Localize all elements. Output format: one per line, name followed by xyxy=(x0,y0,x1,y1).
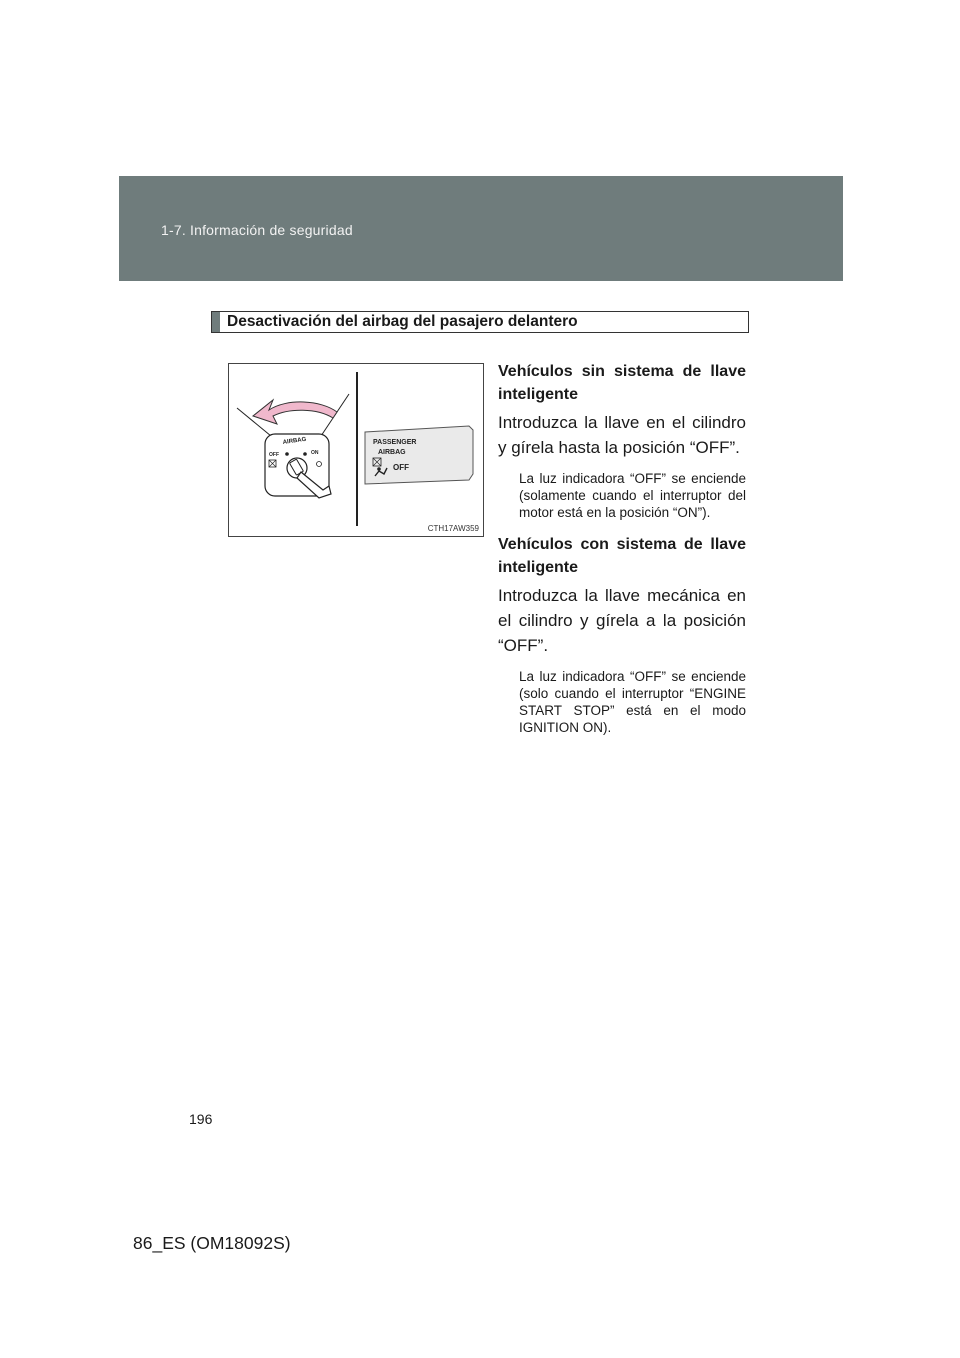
instructions-column xyxy=(498,360,746,748)
airbag-switch-figure xyxy=(228,363,484,537)
block-note: La luz indicadora “OFF” se enciende (solamente cuando el interruptor del motor está en la posición “ON”). xyxy=(519,471,746,520)
switch-off-label: OFF xyxy=(269,452,279,458)
block-heading: Vehículos sin sistema de llave inteligente xyxy=(498,363,746,403)
on-dot xyxy=(303,452,307,456)
off-dot xyxy=(285,452,289,456)
section-title-box xyxy=(211,311,749,333)
panel-airbag-label: AIRBAG xyxy=(378,449,406,456)
block-with-smart-key xyxy=(498,533,746,736)
rotate-arrow-icon xyxy=(253,400,337,424)
header-band xyxy=(119,176,843,281)
page-number: 196 xyxy=(189,1111,213,1127)
block-note: La luz indicadora “OFF” se enciende (solo cuando el interruptor “ENGINE START STOP” está en el modo IGNITION ON). xyxy=(519,669,746,735)
panel-passenger-label: PASSENGER xyxy=(373,439,417,446)
switch-airbag-label: AIRBAG xyxy=(282,436,307,446)
section-title: Desactivación del airbag del pasajero delantero xyxy=(227,313,578,330)
airbag-switch-illustration xyxy=(229,364,485,538)
block-without-smart-key xyxy=(498,360,746,521)
document-code: 86_ES (OM18092S) xyxy=(133,1233,291,1253)
title-accent-bar xyxy=(212,312,220,332)
figure-code: CTH17AW359 xyxy=(427,524,479,533)
block-body: Introduzca la llave mecánica en el cilindro y gírela a la posición “OFF”. xyxy=(498,586,746,655)
panel-off-label: OFF xyxy=(393,463,409,472)
section-label: 1-7. Información de seguridad xyxy=(161,222,353,238)
switch-on-label: ON xyxy=(311,450,319,456)
block-heading: Vehículos con sistema de llave inteligente xyxy=(498,536,746,576)
block-body: Introduzca la llave en el cilindro y gírela hasta la posición “OFF”. xyxy=(498,413,746,457)
